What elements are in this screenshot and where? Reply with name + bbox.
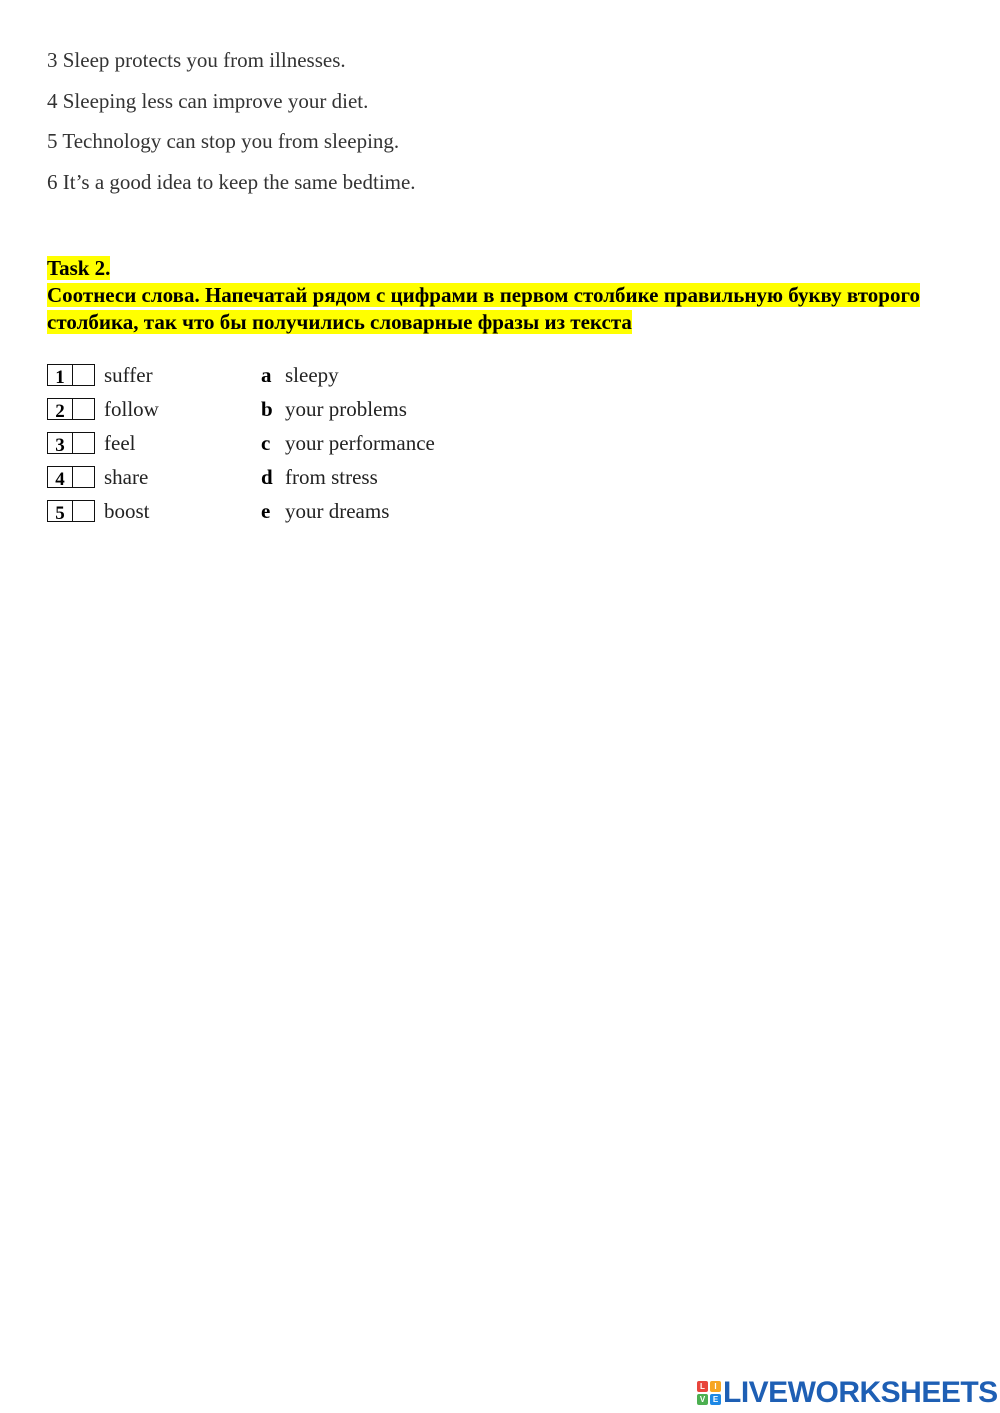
liveworksheets-logo-icon	[697, 1381, 721, 1405]
task-title: Task 2.	[47, 256, 111, 280]
box-number: 5	[48, 501, 73, 521]
right-letter: b	[261, 397, 273, 421]
box-number: 1	[48, 365, 73, 385]
right-word: sleepy	[285, 363, 339, 387]
left-word: feel	[104, 431, 136, 455]
answer-input-3[interactable]	[73, 433, 94, 453]
logo-text: LIVEWORKSHEETS	[723, 1376, 998, 1409]
statement-4: 4 Sleeping less can improve your diet.	[47, 88, 369, 113]
right-letter: c	[261, 431, 271, 455]
answer-input-5[interactable]	[73, 501, 94, 521]
task-instruction: Соотнеси слова. Напечатай рядом с цифрами в первом столбике правильную букву второго столбика, так что бы получились словарные фразы из текста	[47, 283, 920, 334]
box-number: 3	[48, 433, 73, 453]
left-word: follow	[104, 397, 159, 421]
answer-box-5[interactable]	[47, 500, 95, 522]
logo-mark-tile: I	[710, 1381, 721, 1392]
right-letter: a	[261, 363, 272, 387]
right-letter: d	[261, 465, 273, 489]
left-word: share	[104, 465, 149, 489]
statement-3: 3 Sleep protects you from illnesses.	[47, 48, 346, 72]
answer-input-4[interactable]	[73, 467, 94, 487]
logo-mark-tile: E	[710, 1394, 721, 1405]
logo-mark-tile: V	[697, 1394, 708, 1405]
statement-5: 5 Technology can stop you from sleeping.	[47, 129, 400, 153]
statements-list	[47, 46, 416, 208]
box-number: 4	[48, 467, 73, 487]
right-word: your dreams	[285, 499, 390, 523]
answer-input-2[interactable]	[73, 399, 94, 419]
answer-box-2[interactable]	[47, 398, 95, 420]
right-word: your problems	[285, 397, 407, 421]
statement-6: 6 It’s a good idea to keep the same bedtime.	[47, 169, 416, 194]
liveworksheets-logo	[697, 1378, 998, 1408]
left-word: boost	[104, 499, 150, 523]
left-word: suffer	[104, 363, 153, 387]
answer-box-4[interactable]	[47, 466, 95, 488]
answer-box-1[interactable]	[47, 364, 95, 386]
right-letter: e	[261, 499, 271, 523]
answer-input-1[interactable]	[73, 365, 94, 385]
right-word: from stress	[285, 465, 378, 489]
box-number: 2	[48, 399, 73, 419]
right-word: your performance	[285, 431, 435, 455]
task-2-block	[47, 255, 957, 336]
answer-box-3[interactable]	[47, 432, 95, 454]
logo-mark-tile: L	[697, 1381, 708, 1392]
